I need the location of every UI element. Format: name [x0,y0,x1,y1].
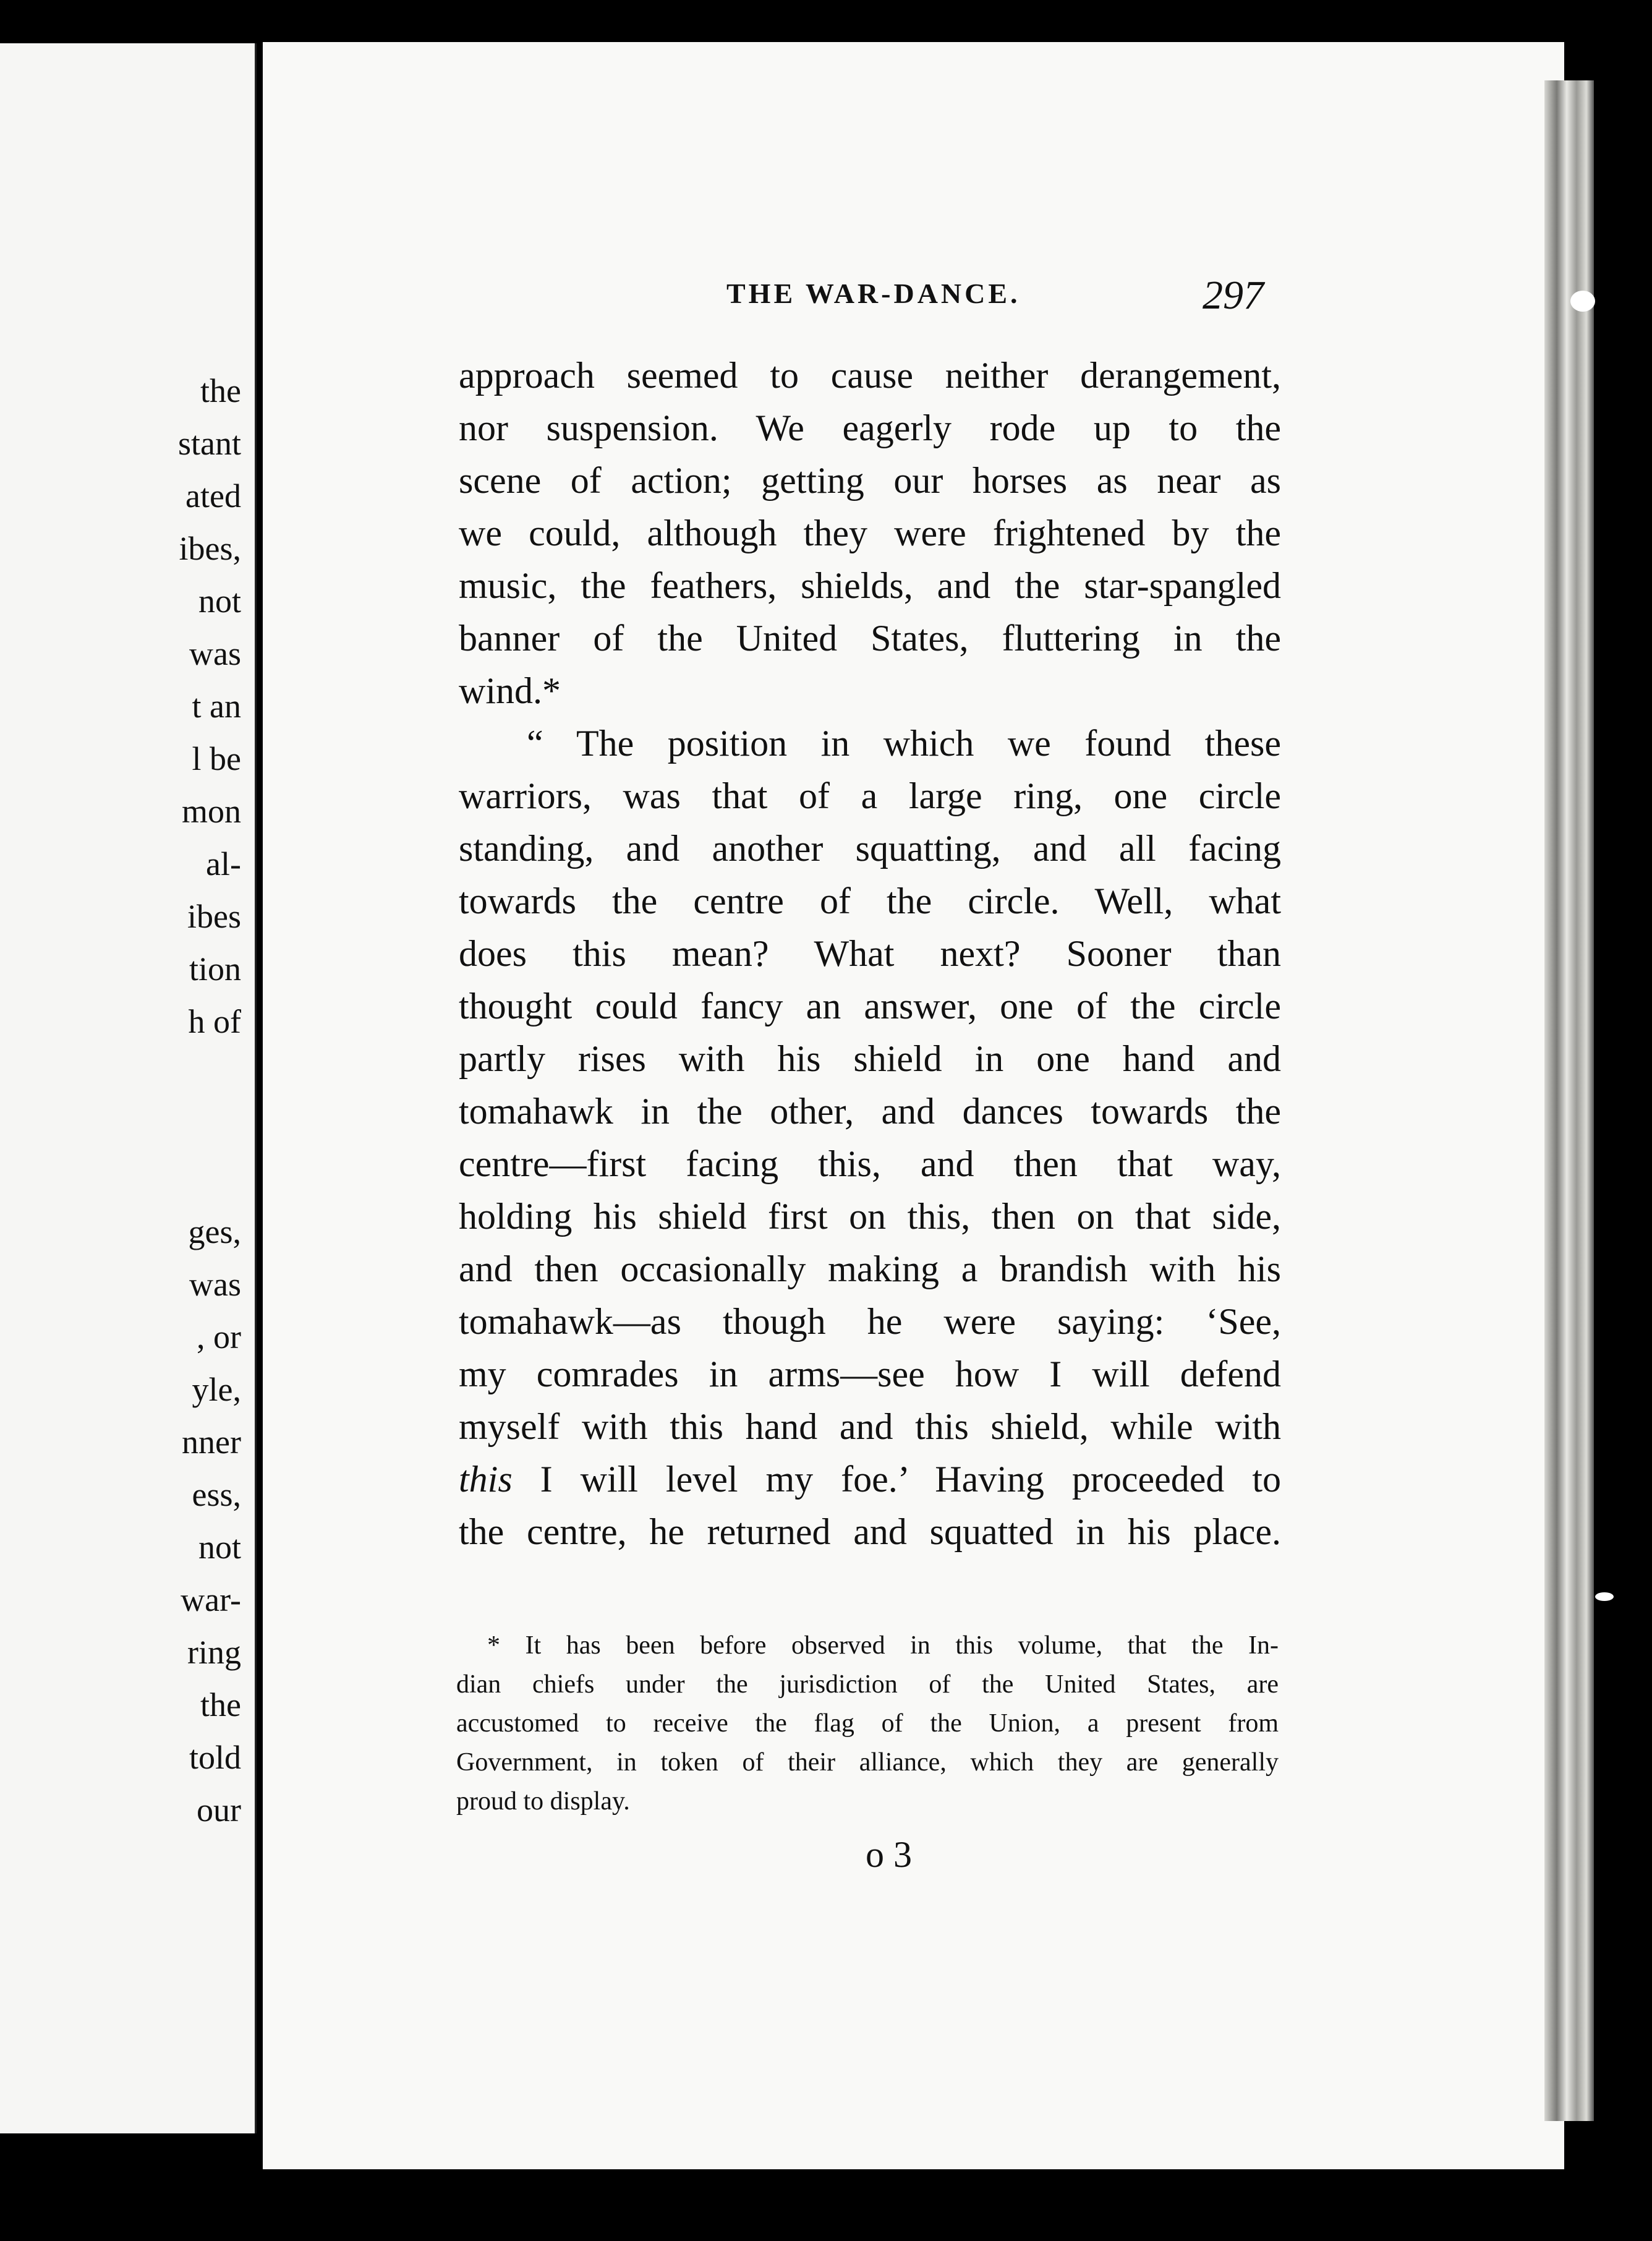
page-edge [1544,80,1594,2121]
left-page-fragment: ring [187,1634,241,1671]
left-page-fragment: stant [178,425,241,462]
left-page-fragment: nner [182,1424,241,1461]
body-line: banner of the United States, fluttering in the [459,618,1281,659]
left-page-fragment: h of [188,1003,241,1040]
page-number: 297 [1203,273,1264,318]
left-page-fragment: ibes, [179,530,241,567]
left-page [0,43,257,2133]
body-line: myself with this hand and this shield, while with [459,1406,1281,1447]
body-line: standing, and another squatting, and all facing [459,828,1281,869]
body-line: partly rises with his shield in one hand and [459,1038,1281,1079]
left-page-fragment: ated [185,477,241,514]
paper-speck [1595,1592,1614,1601]
left-page-fragment: the [200,372,241,409]
left-page-fragment: tion [189,950,241,988]
body-line: towards the centre of the circle. Well, what [459,881,1281,921]
body-line: warriors, was that of a large ring, one circle [459,775,1281,816]
left-page-fragment: ess, [192,1476,241,1513]
body-line-rest: I will level my foe.’ Having proceeded to [512,1459,1281,1500]
left-page-fragment: t an [192,688,241,725]
footnote-line: dian chiefs under the jurisdiction of the United States, are [456,1670,1279,1699]
left-page-fragment: mon [181,793,241,830]
body-line: the centre, he returned and squatted in his place. [459,1511,1281,1552]
body-line: tomahawk—as though he were saying: ‘See, [459,1301,1281,1342]
body-line: does this mean? What next? Sooner than [459,933,1281,974]
body-line: tomahawk in the other, and dances towards the [459,1091,1281,1132]
footnote-line: proud to display. [456,1787,630,1816]
left-page-fragment: our [197,1791,241,1829]
body-line: nor suspension. We eagerly rode up to the [459,408,1281,448]
left-page-fragment: was [189,635,241,672]
body-line: centre—first facing this, and then that way, [459,1143,1281,1184]
footnote-line: Government, in token of their alliance, which they are generally [456,1748,1279,1777]
left-page-fragment: l be [192,740,241,777]
left-page-fragment: told [189,1739,241,1776]
left-page-fragment: ibes [187,898,241,935]
left-page-fragment: the [200,1686,241,1723]
signature-mark: o 3 [866,1834,912,1875]
footnote-line: accustomed to receive the flag of the Union, a present from [456,1709,1279,1738]
paper-speck [1570,291,1595,312]
left-page-fragment: not [198,583,241,620]
body-line: thought could fancy an answer, one of the circle [459,986,1281,1027]
body-line: my comrades in arms—see how I will defend [459,1354,1281,1394]
left-page-fragment: ges, [188,1213,241,1250]
body-line: scene of action; getting our horses as near as [459,460,1281,501]
body-line: music, the feathers, shields, and the star-spangled [459,565,1281,606]
body-line: holding his shield first on this, then on that side, [459,1196,1281,1237]
body-line: and then occasionally making a brandish with his [459,1249,1281,1289]
left-page-fragment: war- [181,1581,241,1618]
body-line: we could, although they were frightened by the [459,513,1281,553]
left-page-fragment: not [198,1529,241,1566]
body-line: approach seemed to cause neither derangement, [459,355,1281,396]
left-page-fragment: yle, [192,1371,241,1408]
body-line: “ The position in which we found these [527,723,1281,764]
footnote-line: * It has been before observed in this volume, that the In- [487,1631,1279,1660]
left-page-fragment: al- [206,845,241,882]
running-title: THE WAR-DANCE. [726,278,1021,309]
body-line: wind.* [459,670,561,711]
italic-word: this [459,1459,513,1500]
left-page-fragment: , or [197,1318,241,1355]
left-page-fragment: was [189,1266,241,1303]
body-line [459,1461,1281,1498]
